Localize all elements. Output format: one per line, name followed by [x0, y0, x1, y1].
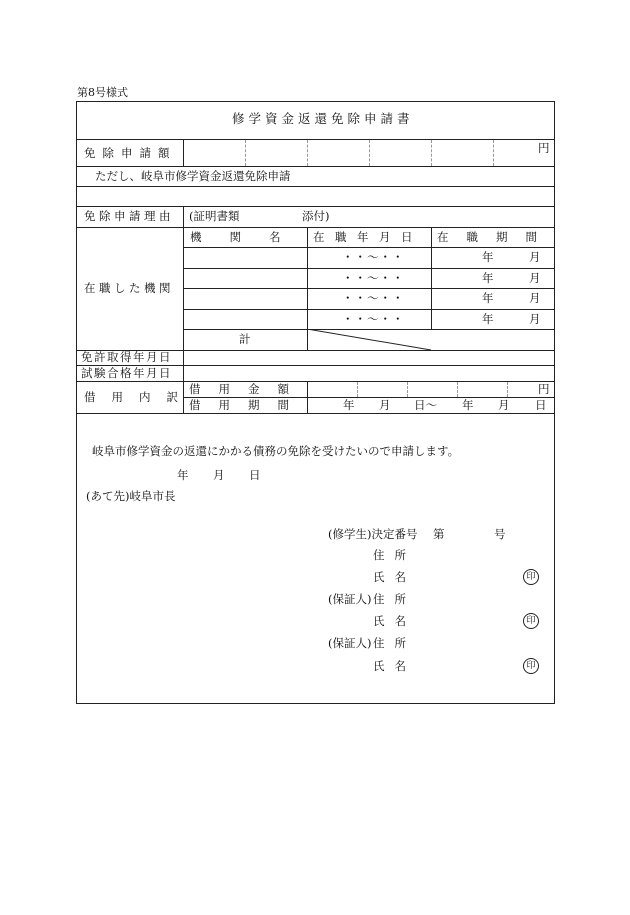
applicant-name-label: 氏名	[373, 570, 416, 584]
license-date-label: 免許取得年月日	[81, 350, 172, 364]
applicant-seal-mark: 印	[523, 569, 539, 585]
loan-period-start-month: 月	[379, 398, 391, 412]
period-months-3: 月	[529, 291, 541, 305]
org-name-header: 機関名	[190, 230, 309, 244]
guarantor-2-address-label: 住所	[373, 636, 416, 650]
loan-amount-unit: 円	[538, 382, 550, 396]
employment-term-3: ・・〜・・	[342, 291, 405, 305]
employment-term-4: ・・〜・・	[342, 312, 405, 326]
amount-unit: 円	[538, 141, 550, 155]
total-label: 計	[239, 332, 251, 346]
form-number: 第8号様式	[77, 86, 128, 99]
period-years-4: 年	[482, 312, 494, 326]
period-months-1: 月	[529, 250, 541, 264]
loan-period-start-day: 日〜	[414, 398, 437, 412]
loan-period-end-day: 日	[535, 398, 547, 412]
decision-number-suffix: 号	[494, 527, 506, 541]
employment-term-2: ・・〜・・	[342, 271, 405, 285]
date-day: 日	[249, 468, 261, 482]
guarantor-2-seal-mark: 印	[523, 658, 539, 674]
decision-number-prefix: 第	[433, 527, 445, 541]
proviso-text: ただし、岐阜市修学資金返還免除申請	[95, 169, 291, 183]
employment-institutions-label: 在職した機関	[84, 281, 174, 295]
employment-term-1: ・・〜・・	[342, 250, 405, 264]
exam-pass-date-label: 試験合格年月日	[81, 366, 172, 380]
loan-amount-label: 借用金額	[189, 382, 307, 396]
date-month: 月	[213, 468, 225, 482]
guarantor-1-address-label: 住所	[373, 592, 416, 606]
employment-period-header: 在職期間	[437, 230, 555, 244]
total-diagonal-line	[307, 329, 431, 350]
addressee: (あて先)岐阜市長	[86, 489, 176, 503]
period-years-1: 年	[482, 250, 494, 264]
period-months-4: 月	[529, 312, 541, 326]
form-title: 修学資金返還免除申請書	[232, 111, 414, 126]
applicant-address-label: 住所	[373, 548, 416, 562]
loan-period-end-month: 月	[498, 398, 510, 412]
loan-details-label: 借用内訳	[84, 390, 194, 404]
date-year: 年	[177, 468, 189, 482]
decision-number-label: (修学生)決定番号	[328, 527, 418, 541]
guarantor-2-name-label: 氏名	[373, 659, 416, 673]
exemption-amount-label: 免除申請額	[84, 146, 177, 160]
employment-dates-header: 在職年月日	[313, 230, 423, 244]
cert-documents-label: (証明書類	[189, 209, 240, 223]
loan-period-start-year: 年	[343, 398, 355, 412]
loan-period-end-year: 年	[462, 398, 474, 412]
period-months-2: 月	[529, 271, 541, 285]
guarantor-2-role: (保証人)	[328, 636, 372, 650]
period-years-2: 年	[482, 271, 494, 285]
exemption-reason-label: 免除申請理由	[84, 209, 174, 223]
guarantor-1-seal-mark: 印	[523, 613, 539, 629]
guarantor-1-name-label: 氏名	[373, 614, 416, 628]
guarantor-1-role: (保証人)	[328, 592, 372, 606]
application-statement: 岐阜市修学資金の返還にかかる債務の免除を受けたいので申請します。	[92, 444, 460, 458]
attached-label: 添付)	[302, 209, 330, 223]
period-years-3: 年	[482, 291, 494, 305]
loan-period-label: 借用期間	[189, 398, 307, 412]
